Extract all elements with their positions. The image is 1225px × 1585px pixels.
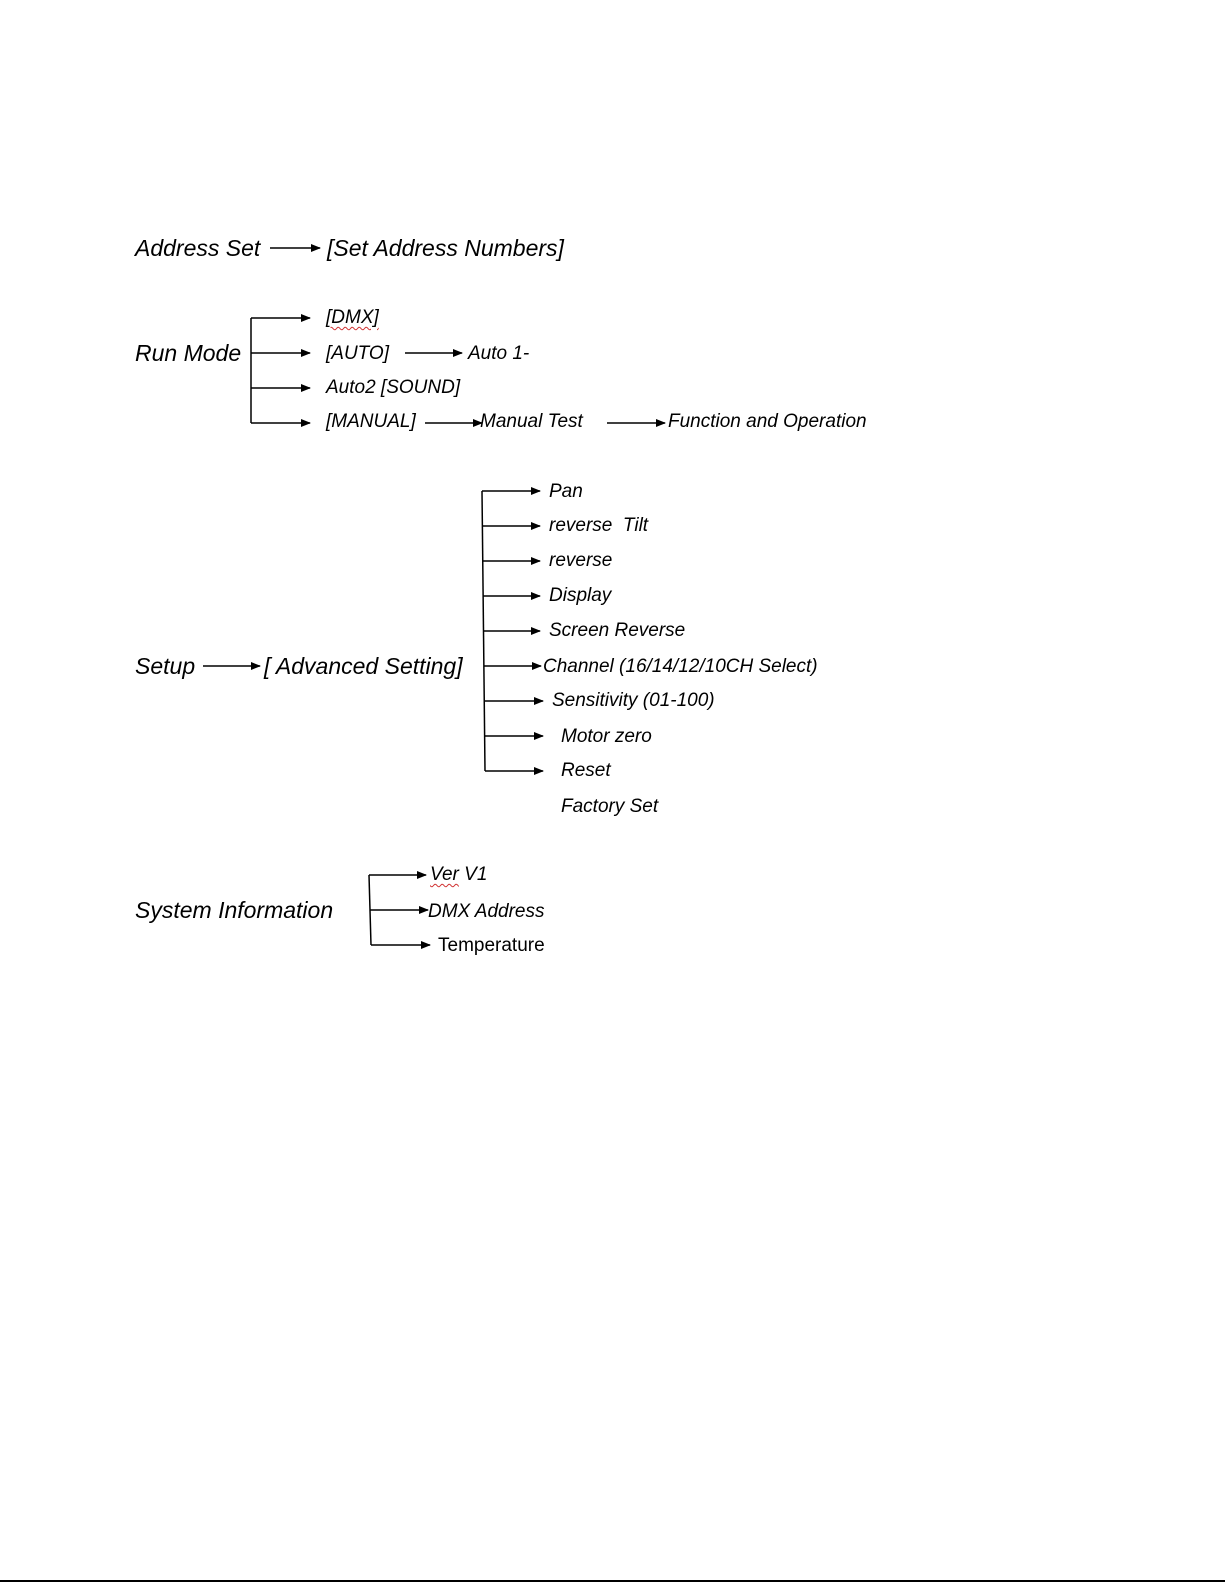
set-address-numbers-label: [Set Address Numbers] (327, 235, 564, 261)
auto2-sound-option: Auto2 [SOUND] (326, 377, 461, 398)
auto1-option: Auto 1- (468, 343, 530, 364)
setup-item-pan: Pan (549, 481, 583, 502)
run-mode-label: Run Mode (135, 340, 242, 366)
auto-option: [AUTO] (326, 343, 389, 364)
setup-item-reverse-tilt: reverse Tilt (549, 515, 649, 536)
setup-label: Setup (135, 653, 196, 679)
setup-item-motor-zero: Motor zero (561, 726, 652, 747)
system-information-label: System Information (135, 897, 334, 923)
setup-item-display: Display (549, 585, 612, 606)
setup-item-reset: Reset (561, 760, 611, 781)
advanced-setting-label: [ Advanced Setting] (264, 653, 463, 679)
address-set-label: Address Set (135, 235, 261, 261)
setup-item-factory-set: Factory Set (561, 796, 659, 817)
setup-item-sensitivity: Sensitivity (01-100) (552, 690, 715, 711)
sysinfo-item-ver: Ver V1 (430, 864, 488, 885)
setup-item-reverse: reverse (549, 550, 613, 571)
function-and-operation-option: Function and Operation (668, 411, 867, 432)
sysinfo-item-temperature: Temperature (438, 935, 545, 956)
setup-item-channel: Channel (16/14/12/10CH Select) (543, 656, 818, 677)
page-bottom-rule (0, 1580, 1225, 1582)
manual-option: [MANUAL] (326, 411, 416, 432)
setup-item-screen-reverse: Screen Reverse (549, 620, 686, 641)
sysinfo-item-dmx-address: DMX Address (428, 901, 545, 922)
dmx-option: [DMX] (326, 307, 379, 328)
manual-test-option: Manual Test (480, 411, 583, 432)
